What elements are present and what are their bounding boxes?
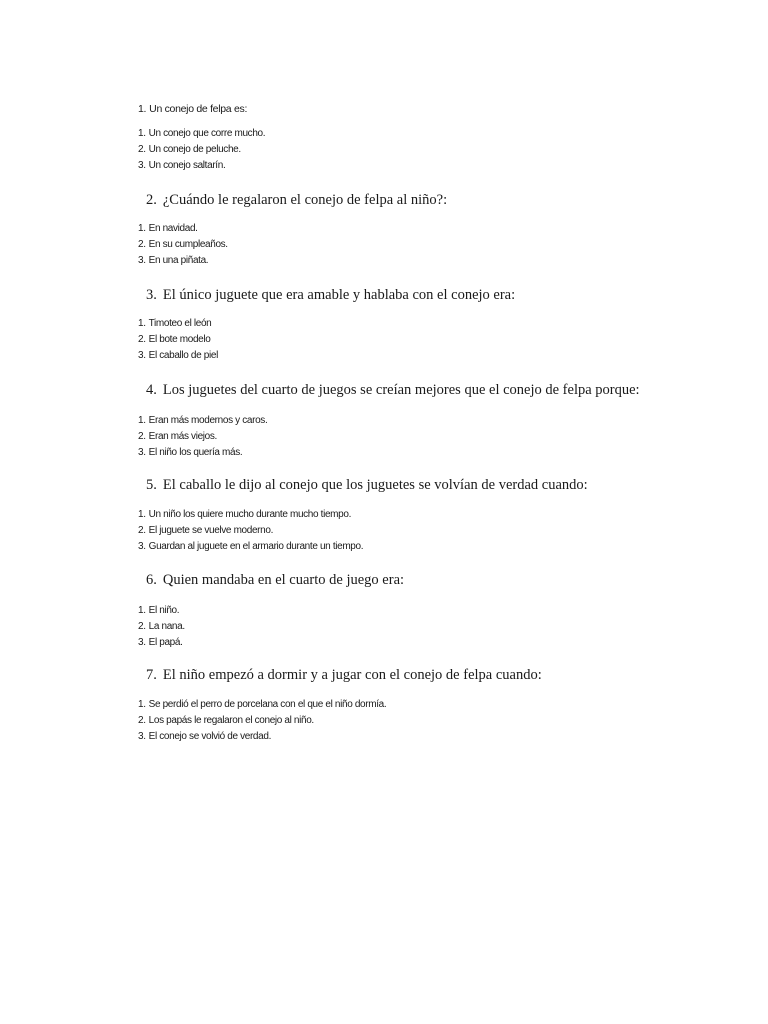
option-text: El bote modelo: [148, 334, 211, 345]
question-number: 7.: [146, 667, 157, 683]
option-item: [138, 523, 363, 539]
option-item: [138, 221, 228, 237]
option-number: 1.: [138, 605, 146, 616]
question-number: 2.: [146, 192, 157, 208]
option-number: 3.: [138, 447, 146, 458]
question-number: 5.: [146, 477, 157, 493]
option-number: 1.: [138, 509, 146, 520]
option-number: 2.: [138, 334, 146, 345]
option-number: 2.: [138, 525, 146, 536]
option-item: [138, 348, 218, 364]
option-number: 3.: [138, 637, 146, 648]
option-item: [138, 539, 363, 555]
question-3-options: [138, 316, 218, 364]
option-item: [138, 429, 267, 445]
option-text: Un conejo de peluche.: [148, 144, 241, 155]
option-text: Eran más viejos.: [148, 431, 217, 442]
question-5: [138, 476, 738, 552]
question-text: ¿Cuándo le regalaron el conejo de felpa al niño?:: [162, 192, 448, 208]
option-text: Un conejo saltarín.: [148, 160, 226, 171]
option-text: La nana.: [148, 621, 185, 632]
option-number: 3.: [138, 160, 146, 171]
option-item: [138, 445, 267, 461]
question-6-title: [138, 571, 738, 589]
question-7-title: [138, 666, 738, 684]
option-text: En su cumpleaños.: [148, 239, 228, 250]
question-1-options: [138, 126, 265, 174]
option-number: 2.: [138, 715, 146, 726]
option-item: [138, 316, 218, 332]
question-2-title: [138, 191, 738, 209]
question-text: El caballo le dijo al conejo que los juguetes se volvían de verdad cuando:: [162, 477, 588, 493]
question-5-options: [138, 507, 363, 555]
option-text: El conejo se volvió de verdad.: [148, 731, 271, 742]
question-4-title: [138, 381, 738, 399]
option-item: [138, 619, 185, 635]
option-text: Eran más modernos y caros.: [148, 415, 268, 426]
option-item: [138, 142, 265, 158]
question-6-options: [138, 603, 185, 651]
option-item: [138, 697, 386, 713]
question-3-title: [138, 286, 738, 304]
option-text: Guardan al juguete en el armario durante un tiempo.: [148, 541, 364, 552]
question-number: 4.: [146, 382, 157, 398]
option-item: [138, 413, 267, 429]
option-number: 2.: [138, 621, 146, 632]
question-text: El único juguete que era amable y hablaba con el conejo era:: [162, 287, 516, 303]
question-number: 3.: [146, 287, 157, 303]
option-text: El caballo de piel: [148, 350, 218, 361]
option-text: En navidad.: [148, 223, 198, 234]
question-number: 6.: [146, 572, 157, 588]
question-4: [138, 381, 738, 458]
option-text: En una piñata.: [148, 255, 209, 266]
option-text: Un niño los quiere mucho durante mucho tiempo.: [148, 509, 351, 520]
question-1: [138, 102, 738, 171]
question-text: Un conejo de felpa es:: [149, 103, 248, 115]
question-3: [138, 286, 738, 361]
question-6: [138, 571, 738, 648]
question-2-options: [138, 221, 228, 269]
option-text: Se perdió el perro de porcelana con el que el niño dormía.: [148, 699, 387, 710]
option-number: 2.: [138, 144, 146, 155]
option-text: El papá.: [148, 637, 183, 648]
option-number: 3.: [138, 541, 146, 552]
option-number: 1.: [138, 318, 146, 329]
option-number: 3.: [138, 731, 146, 742]
option-item: [138, 507, 363, 523]
question-1-title: [138, 102, 738, 116]
option-text: Un conejo que corre mucho.: [148, 128, 266, 139]
question-7: [138, 666, 738, 742]
question-2: [138, 191, 738, 266]
question-text: Quien mandaba en el cuarto de juego era:: [162, 572, 405, 588]
option-text: El niño.: [148, 605, 180, 616]
option-item: [138, 713, 386, 729]
option-number: 3.: [138, 350, 146, 361]
option-item: [138, 237, 228, 253]
option-item: [138, 729, 386, 745]
option-number: 2.: [138, 431, 146, 442]
option-text: Timoteo el león: [148, 318, 212, 329]
option-item: [138, 603, 185, 619]
option-item: [138, 253, 228, 269]
option-number: 3.: [138, 255, 146, 266]
question-4-options: [138, 413, 267, 461]
option-number: 2.: [138, 239, 146, 250]
option-text: Los papás le regalaron el conejo al niño.: [148, 715, 314, 726]
question-number: 1.: [138, 103, 147, 115]
question-5-title: [138, 476, 738, 494]
option-item: [138, 126, 265, 142]
option-text: El juguete se vuelve moderno.: [148, 525, 274, 536]
option-item: [138, 158, 265, 174]
option-number: 1.: [138, 699, 146, 710]
option-item: [138, 332, 218, 348]
question-text: Los juguetes del cuarto de juegos se creían mejores que el conejo de felpa porque:: [162, 382, 640, 398]
option-text: El niño los quería más.: [148, 447, 243, 458]
option-item: [138, 635, 185, 651]
option-number: 1.: [138, 128, 146, 139]
option-number: 1.: [138, 223, 146, 234]
option-number: 1.: [138, 415, 146, 426]
question-7-options: [138, 697, 386, 745]
question-text: El niño empezó a dormir y a jugar con el conejo de felpa cuando:: [162, 667, 542, 683]
